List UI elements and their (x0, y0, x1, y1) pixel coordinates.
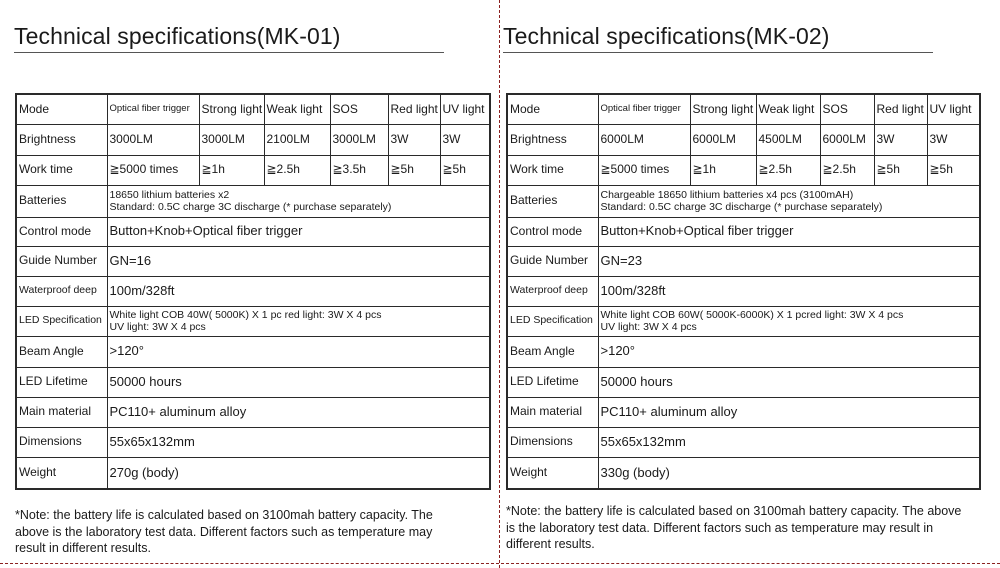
brightness-value: 6000LM (820, 124, 874, 155)
worktime-value: ≧1h (690, 155, 756, 185)
lifetime-row (507, 367, 980, 397)
worktime-value: ≧2.5h (264, 155, 330, 185)
brightness-value: 3000LM (199, 124, 264, 155)
batteries-value (107, 185, 490, 217)
panel-title: Technical specifications(MK-02) (503, 23, 830, 49)
row-label: Batteries (16, 185, 107, 217)
brightness-value: 3W (440, 124, 490, 155)
row-label: Main material (16, 397, 107, 427)
guide-row (16, 246, 490, 276)
beam-value: >120° (598, 336, 980, 367)
dimensions-value: 55x65x132mm (598, 427, 980, 457)
guide-row (507, 246, 980, 276)
note-line: *Note: the battery life is calculated based on 3100mah battery capacity. The above (506, 504, 962, 518)
beam-value: >120° (107, 336, 490, 367)
mode-header: Strong light (690, 94, 756, 124)
brightness-value: 3000LM (107, 124, 199, 155)
brightness-value: 4500LM (756, 124, 820, 155)
waterproof-value: 100m/328ft (107, 276, 490, 306)
row-label: Waterproof deep (16, 276, 107, 306)
note-line: is the laboratory test data. Different factors such as temperature may result in (506, 520, 934, 535)
row-label: Brightness (16, 124, 107, 155)
led-row (16, 306, 490, 336)
control-row (16, 217, 490, 246)
led-row (507, 306, 980, 336)
mode-header: Optical fiber trigger (598, 94, 690, 124)
row-label: Mode (507, 94, 598, 124)
guide-value: GN=16 (107, 246, 490, 276)
beam-row (507, 336, 980, 367)
brightness-value: 3W (388, 124, 440, 155)
row-label: Mode (16, 94, 107, 124)
worktime-value: ≧2.5h (756, 155, 820, 185)
lifetime-value: 50000 hours (107, 367, 490, 397)
row-label: Guide Number (16, 246, 107, 276)
weight-row (16, 457, 490, 489)
led-line: UV light: 3W X 4 pcs (109, 321, 206, 333)
row-label: Batteries (507, 185, 598, 217)
mode-header: Red light (874, 94, 927, 124)
brightness-value: 6000LM (690, 124, 756, 155)
material-row (16, 397, 490, 427)
battery-note (506, 503, 996, 553)
batteries-value (598, 185, 980, 217)
mode-row (507, 94, 980, 124)
row-label: Brightness (507, 124, 598, 155)
worktime-row (507, 155, 980, 185)
mode-header: SOS (820, 94, 874, 124)
beam-row (16, 336, 490, 367)
control-row (507, 217, 980, 246)
worktime-value: ≧5h (440, 155, 490, 185)
row-label: Work time (16, 155, 107, 185)
row-label: Work time (507, 155, 598, 185)
mode-row (16, 94, 490, 124)
row-label: Beam Angle (507, 336, 598, 367)
mode-header: Weak light (756, 94, 820, 124)
row-label: Dimensions (507, 427, 598, 457)
row-label: Guide Number (507, 246, 598, 276)
mode-header: UV light (440, 94, 490, 124)
worktime-value: ≧5h (874, 155, 927, 185)
led-line: White light COB 60W( 5000K-6000K) X 1 pcred light: 3W X 4 pcs (600, 308, 904, 321)
material-value: PC110+ aluminum alloy (107, 397, 490, 427)
batteries-row (16, 185, 490, 217)
led-line: White light COB 40W( 5000K) X 1 pc red light: 3W X 4 pcs (109, 308, 382, 321)
brightness-row (16, 124, 490, 155)
brightness-row (507, 124, 980, 155)
worktime-value: ≧5000 times (598, 155, 690, 185)
dimensions-value: 55x65x132mm (107, 427, 490, 457)
weight-row (507, 457, 980, 489)
material-value: PC110+ aluminum alloy (598, 397, 980, 427)
note-line: different results. (506, 537, 595, 551)
row-label: Control mode (507, 217, 598, 246)
control-value: Button+Knob+Optical fiber trigger (107, 217, 490, 246)
brightness-value: 3W (927, 124, 980, 155)
dimensions-row (507, 427, 980, 457)
note-line: *Note: the battery life is calculated based on 3100mah battery capacity. The (15, 508, 433, 522)
led-line: UV light: 3W X 4 pcs (600, 321, 697, 333)
dimensions-row (16, 427, 490, 457)
worktime-row (16, 155, 490, 185)
row-label: Control mode (16, 217, 107, 246)
batteries-line: 18650 lithium batteries x2 (109, 188, 230, 201)
panel-title: Technical specifications(MK-01) (14, 23, 341, 49)
lifetime-row (16, 367, 490, 397)
lifetime-value: 50000 hours (598, 367, 980, 397)
row-label: Weight (16, 457, 107, 489)
worktime-value: ≧1h (199, 155, 264, 185)
spec-panel-mk01 (0, 0, 499, 568)
led-value (107, 306, 490, 336)
row-label: Weight (507, 457, 598, 489)
row-label: Beam Angle (16, 336, 107, 367)
control-value: Button+Knob+Optical fiber trigger (598, 217, 980, 246)
row-label: LED Specification (16, 306, 107, 336)
brightness-value: 6000LM (598, 124, 690, 155)
title-underline (14, 52, 444, 53)
worktime-value: ≧5000 times (107, 155, 199, 185)
waterproof-row (16, 276, 490, 306)
mode-header: Red light (388, 94, 440, 124)
spec-panel-mk02 (500, 0, 1000, 568)
weight-value: 270g (body) (107, 457, 490, 489)
title-underline (503, 52, 933, 53)
batteries-line: Standard: 0.5C charge 3C discharge (* purchase separately) (109, 201, 392, 213)
row-label: LED Lifetime (16, 367, 107, 397)
row-label: Waterproof deep (507, 276, 598, 306)
brightness-value: 3W (874, 124, 927, 155)
note-line: result in different results. (15, 541, 151, 555)
row-label: LED Specification (507, 306, 598, 336)
waterproof-value: 100m/328ft (598, 276, 980, 306)
batteries-row (507, 185, 980, 217)
brightness-value: 2100LM (264, 124, 330, 155)
row-label: Main material (507, 397, 598, 427)
weight-value: 330g (body) (598, 457, 980, 489)
led-value (598, 306, 980, 336)
batteries-line: Standard: 0.5C charge 3C discharge (* purchase separately) (600, 201, 883, 213)
row-label: Dimensions (16, 427, 107, 457)
batteries-line: Chargeable 18650 lithium batteries x4 pcs (3100mAH) (600, 188, 854, 201)
worktime-value: ≧3.5h (330, 155, 388, 185)
mode-header: UV light (927, 94, 980, 124)
waterproof-row (507, 276, 980, 306)
mode-header: Optical fiber trigger (107, 94, 199, 124)
spec-table (506, 93, 981, 490)
worktime-value: ≧2.5h (820, 155, 874, 185)
worktime-value: ≧5h (388, 155, 440, 185)
material-row (507, 397, 980, 427)
guide-value: GN=23 (598, 246, 980, 276)
brightness-value: 3000LM (330, 124, 388, 155)
mode-header: Strong light (199, 94, 264, 124)
battery-note (15, 507, 495, 557)
note-line: above is the laboratory test data. Different factors such as temperature may (15, 524, 433, 539)
spec-table (15, 93, 491, 490)
mode-header: Weak light (264, 94, 330, 124)
row-label: LED Lifetime (507, 367, 598, 397)
mode-header: SOS (330, 94, 388, 124)
worktime-value: ≧5h (927, 155, 980, 185)
